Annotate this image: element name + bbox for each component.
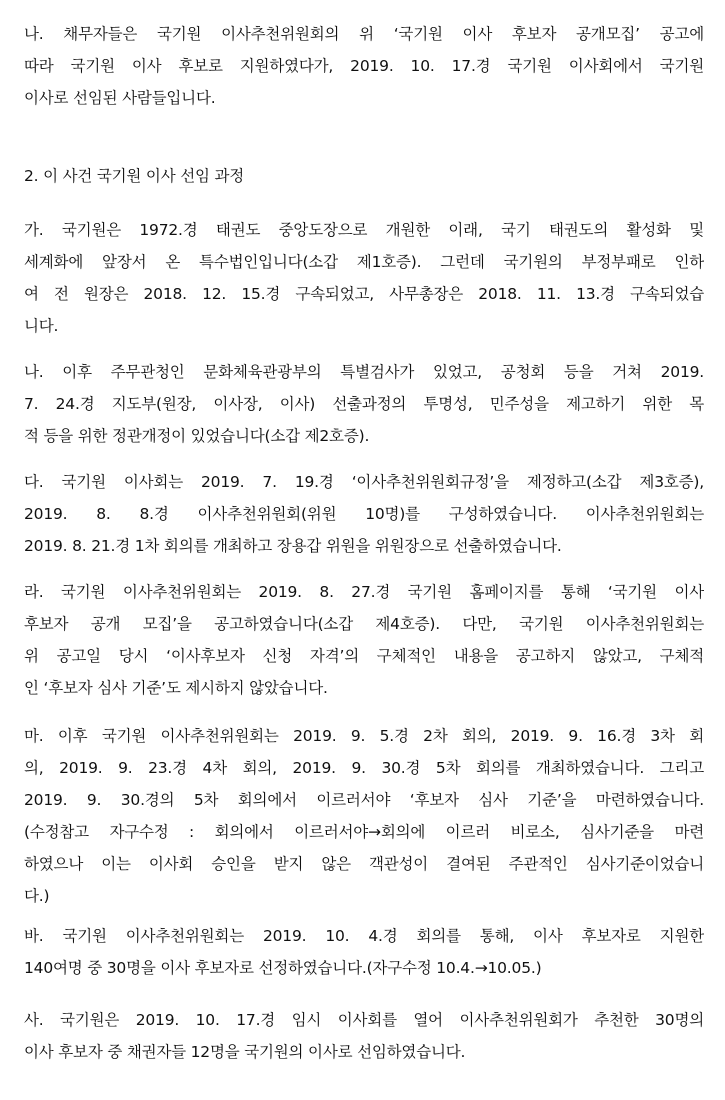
- section-heading: [24, 160, 704, 192]
- text-line: 따라 국기원 이사 후보로 지원하였다가, 2019. 10. 17.경 국기원 이사회에서 국기원: [24, 57, 704, 75]
- paragraph-na-debtors: [24, 18, 704, 114]
- text-line: 사. 국기원은 2019. 10. 17.경 임시 이사회를 열어 이사추천위원회가 추천한 30명의: [24, 1011, 704, 1029]
- text-line: 가. 국기원은 1972.경 태권도 중앙도장으로 개원한 이래, 국기 태권도의 활성화 및: [24, 221, 704, 239]
- paragraph-sa: [24, 1004, 704, 1068]
- text-line: 위 공고일 당시 ‘이사후보자 신청 자격’의 구체적인 내용을 공고하지 않았고, 구체적: [24, 647, 704, 665]
- heading-text: 2. 이 사건 국기원 이사 선임 과정: [24, 167, 245, 185]
- text-line: 의, 2019. 9. 23.경 4차 회의, 2019. 9. 30.경 5차 회의를 개최하였습니다. 그리고: [24, 759, 704, 777]
- text-line: 2019. 9. 30.경의 5차 회의에서 이르러서야 ‘후보자 심사 기준’을 마련하였습니다.: [24, 791, 704, 809]
- text-line: 세계화에 앞장서 온 특수법인입니다(소갑 제1호증). 그런데 국기원의 부정부패로 인하: [24, 253, 704, 271]
- text-line: 마. 이후 국기원 이사추천위원회는 2019. 9. 5.경 2차 회의, 2019. 9. 16.경 3차 회: [24, 727, 704, 745]
- text-line: 2019. 8. 8.경 이사추천위원회(위원 10명)를 구성하였습니다. 이사추천위원회는: [24, 505, 704, 523]
- text-line: 7. 24.경 지도부(원장, 이사장, 이사) 선출과정의 투명성, 민주성을 제고하기 위한 목: [24, 395, 704, 413]
- text-line: (수정참고 자구수정 : 회의에서 이르러서야→회의에 이르러 비로소, 심사기준을 마련: [24, 823, 704, 841]
- text-line: 다. 국기원 이사회는 2019. 7. 19.경 ‘이사추천위원회규정’을 제정하고(소갑 제3호증),: [24, 473, 704, 491]
- text-line: 이사 후보자 중 채권자들 12명을 국기원의 이사로 선임하였습니다.: [24, 1043, 466, 1061]
- paragraph-na: [24, 356, 704, 452]
- paragraph-ga: [24, 214, 704, 342]
- text-line: 다.): [24, 887, 50, 905]
- text-line: 라. 국기원 이사추천위원회는 2019. 8. 27.경 국기원 홈페이지를 통해 ‘국기원 이사: [24, 583, 704, 601]
- text-line: 적 등을 위한 정관개정이 있었습니다(소갑 제2호증).: [24, 427, 370, 445]
- text-line: 바. 국기원 이사추천위원회는 2019. 10. 4.경 회의를 통해, 이사 후보자로 지원한: [24, 927, 704, 945]
- paragraph-ma: [24, 720, 704, 912]
- text-line: 나. 이후 주무관청인 문화체육관광부의 특별검사가 있었고, 공청회 등을 거쳐 2019.: [24, 363, 704, 381]
- text-line: 이사로 선임된 사람들입니다.: [24, 89, 216, 107]
- text-line: 후보자 공개 모집’을 공고하였습니다(소갑 제4호증). 다만, 국기원 이사추천위원회는: [24, 615, 704, 633]
- text-line: 하였으나 이는 이사회 승인을 받지 않은 객관성이 결여된 주관적인 심사기준이었습니: [24, 855, 704, 873]
- text-line: 여 전 원장은 2018. 12. 15.경 구속되었고, 사무총장은 2018. 11. 13.경 구속되었습: [24, 285, 704, 303]
- text-line: 140여명 중 30명을 이사 후보자로 선정하였습니다.(자구수정 10.4.→10.05.): [24, 959, 542, 977]
- text-line: 인 ‘후보자 심사 기준’도 제시하지 않았습니다.: [24, 679, 328, 697]
- paragraph-ra: [24, 576, 704, 704]
- text-line: 2019. 8. 21.경 1차 회의를 개최하고 장용갑 위원을 위원장으로 선출하였습니다.: [24, 537, 562, 555]
- paragraph-ba: [24, 920, 704, 984]
- text-line: 니다.: [24, 317, 59, 335]
- text-line: 나. 채무자들은 국기원 이사추천위원회의 위 ‘국기원 이사 후보자 공개모집’ 공고에: [24, 25, 704, 43]
- paragraph-da: [24, 466, 704, 562]
